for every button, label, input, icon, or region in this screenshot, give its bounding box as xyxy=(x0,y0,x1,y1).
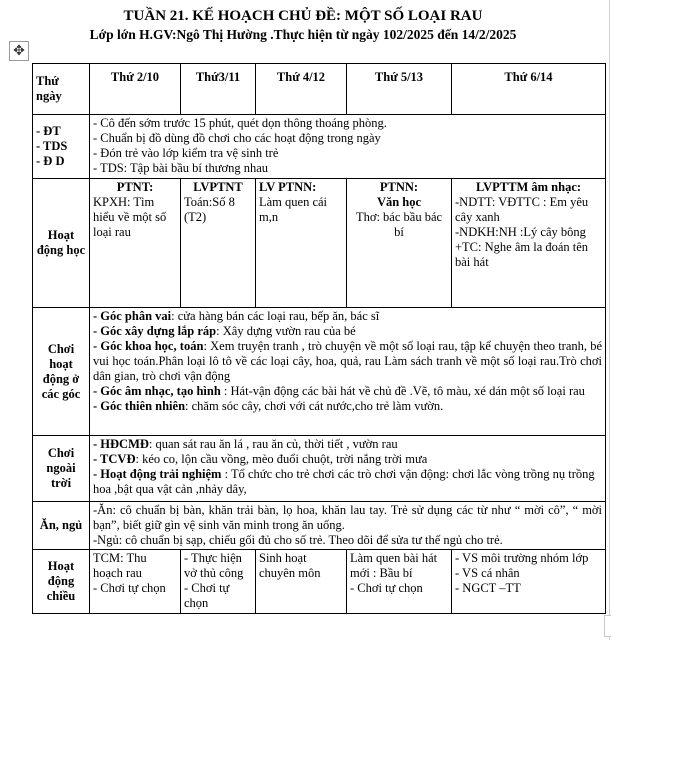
activity-body: Thơ: bác bầu bác bí xyxy=(355,210,443,239)
outdoor-text: : kéo co, lộn cầu vồng, mèo đuổi chuột, trời nắng trời mưa xyxy=(135,452,428,466)
activity-fri xyxy=(452,179,606,308)
afternoon-wed xyxy=(256,550,347,614)
day-header: Thứ 4/12 xyxy=(256,64,347,115)
outdoor-text: : quan sát rau ăn lá , rau ăn củ, thời tiết , vườn rau xyxy=(148,437,398,451)
outdoor-item xyxy=(93,452,602,467)
corner-label-text: Thứ ngày xyxy=(36,74,62,103)
activity-head: PTNN: xyxy=(379,180,419,194)
table-move-handle-icon[interactable]: ✥ xyxy=(9,41,29,61)
activities-row xyxy=(33,179,606,308)
corner-item xyxy=(93,399,602,414)
outdoor-title: - TCVĐ xyxy=(93,452,136,466)
outdoor-content xyxy=(90,436,606,502)
corner-item xyxy=(93,324,602,339)
meals-label: Ăn, ngủ xyxy=(33,502,90,550)
corner-title: - Góc xây dựng lắp ráp xyxy=(93,324,217,338)
afternoon-row xyxy=(33,550,606,614)
activity-line: -NDTT: VĐTTC : Em yêu cây xanh xyxy=(455,195,589,224)
activity-wed xyxy=(256,179,347,308)
afternoon-line: - VS cá nhân xyxy=(455,566,520,580)
activity-mon xyxy=(90,179,181,308)
afternoon-mon xyxy=(90,550,181,614)
corners-row xyxy=(33,308,606,436)
day-header: Thứ 6/14 xyxy=(452,64,606,115)
welcome-label-line: - Đ D xyxy=(36,154,65,168)
afternoon-thu xyxy=(347,550,452,614)
corners-label: Chơi hoạt động ở các góc xyxy=(33,308,90,436)
afternoon-line: - VS môi trường nhóm lớp xyxy=(455,551,589,565)
page-title: TUẦN 21. KẾ HOẠCH CHỦ ĐỀ: MỘT SỐ LOẠI RAU xyxy=(123,8,483,24)
outdoor-item xyxy=(93,437,602,452)
afternoon-line: - Chơi tự chọn xyxy=(184,581,230,610)
table-header-row xyxy=(33,64,606,115)
afternoon-line: Sinh hoạt chuyên môn xyxy=(259,551,321,580)
activity-line: +TC: Nghe âm la đoán tên bài hát xyxy=(455,240,589,269)
afternoon-line: - NGCT –TT xyxy=(455,581,521,595)
welcome-row xyxy=(33,115,606,179)
welcome-line: - Đón trẻ vào lớp kiểm tra vệ sinh trẻ xyxy=(93,146,279,160)
welcome-line: - Chuẩn bị đồ dùng đồ chơi cho các hoạt động trong ngày xyxy=(93,131,381,145)
activity-head: LV PTNN: xyxy=(259,180,317,194)
weekly-plan-table xyxy=(32,63,606,614)
outdoor-title: - Hoạt động trải nghiệm xyxy=(93,467,222,481)
corner-label xyxy=(33,64,90,115)
welcome-line: - Cô đến sớm trước 15 phút, quét dọn thông thoáng phòng. xyxy=(93,116,387,130)
afternoon-line: TCM: Thu hoạch rau xyxy=(93,551,147,580)
activity-body: KPXH: Tìm hiểu về một số loại rau xyxy=(93,195,167,239)
corner-title: - Góc khoa học, toán xyxy=(93,339,204,353)
activity-head: LVPTNT xyxy=(193,180,243,194)
afternoon-line: - Chơi tự chọn xyxy=(93,581,166,595)
welcome-content xyxy=(90,115,606,179)
meals-row xyxy=(33,502,606,550)
corner-title: - Góc âm nhạc, tạo hình xyxy=(93,384,221,398)
corner-text: : Hát-vận động các bài hát về chủ đề .Vẽ, tô màu, xé dán một số loại rau xyxy=(220,384,585,398)
corner-item xyxy=(93,339,602,384)
corner-text: : cửa hàng bán các loại rau, bếp ăn, bác sĩ xyxy=(171,309,380,323)
activity-thu xyxy=(347,179,452,308)
afternoon-line: Làm quen bài hát mới : Bầu bí xyxy=(350,551,438,580)
activity-subhead: Văn học xyxy=(376,195,422,209)
page-edge-marker xyxy=(604,615,611,637)
outdoor-title: - HĐCMĐ xyxy=(93,437,149,451)
afternoon-line: - Thực hiện vở thủ công xyxy=(184,551,244,580)
corner-text: : chăm sóc cây, chơi với cát nước,cho trẻ làm vườn. xyxy=(185,399,444,413)
corner-item xyxy=(93,384,602,399)
outdoor-row xyxy=(33,436,606,502)
day-header: Thứ3/11 xyxy=(181,64,256,115)
activity-head: PTNT: xyxy=(116,180,154,194)
page-subtitle: Lớp lớn H.GV:Ngô Thị Hường .Thực hiện từ ngày 102/2025 đến 14/2/2025 xyxy=(89,27,517,42)
welcome-label xyxy=(33,115,90,179)
corner-item xyxy=(93,309,602,324)
corner-title: - Góc thiên nhiên xyxy=(93,399,186,413)
afternoon-label: Hoạt động chiều xyxy=(33,550,90,614)
outdoor-text: : Tổ chức cho trẻ chơi các trò chơi vận động: chơi lắc vòng trồng nụ trồng hoa ,bật qua vật cản ,nhảy dây, xyxy=(93,467,595,496)
day-header: Thứ 2/10 xyxy=(90,64,181,115)
afternoon-line: - Chơi tự chọn xyxy=(350,581,423,595)
activity-line: -NDKH:NH :Lý cây bông xyxy=(455,225,586,239)
corner-text: : Xem truyện tranh , trò chuyện về một số loại rau, tập kể chuyện theo tranh, bé vui học toán.Phân loại lô tô về các loại cây, hoa, quả, rau Làm sách tranh về một số loại rau.Trò chơi dân gian, trò chơi vận động xyxy=(93,339,603,383)
welcome-label-line: - ĐT xyxy=(36,124,61,138)
activity-body: Làm quen cái m,n xyxy=(259,195,328,224)
welcome-label-line: - TDS xyxy=(36,139,68,153)
corner-title: - Góc phân vai xyxy=(93,309,172,323)
outdoor-item xyxy=(93,467,602,497)
activity-tue xyxy=(181,179,256,308)
activity-body: Toán:Số 8 (T2) xyxy=(184,195,235,224)
page-edge xyxy=(609,0,610,640)
corners-content xyxy=(90,308,606,436)
corner-text: : Xây dựng vườn rau của bé xyxy=(216,324,356,338)
activities-label: Hoạt động học xyxy=(33,179,90,308)
welcome-line: - TDS: Tập bài bầu bí thương nhau xyxy=(93,161,269,175)
meals-line: -Ăn: cô chuẩn bị bàn, khăn trải bàn, lọ hoa, khăn lau tay. Trẻ sử dụng các từ như “ mời cô”, “ mời bạn”, biết giữ gìn vệ sinh văn minh trong ăn uống. xyxy=(93,503,602,532)
meals-line: -Ngủ: cô chuẩn bị sạp, chiếu gối đủ cho số trẻ. Theo dõi để sửa tư thế ngủ cho trẻ. xyxy=(93,533,503,547)
afternoon-fri xyxy=(452,550,606,614)
outdoor-label: Chơi ngoài trời xyxy=(33,436,90,502)
meals-content xyxy=(90,502,606,550)
activity-head: LVPTTM âm nhạc: xyxy=(475,180,582,194)
afternoon-tue xyxy=(181,550,256,614)
day-header: Thứ 5/13 xyxy=(347,64,452,115)
